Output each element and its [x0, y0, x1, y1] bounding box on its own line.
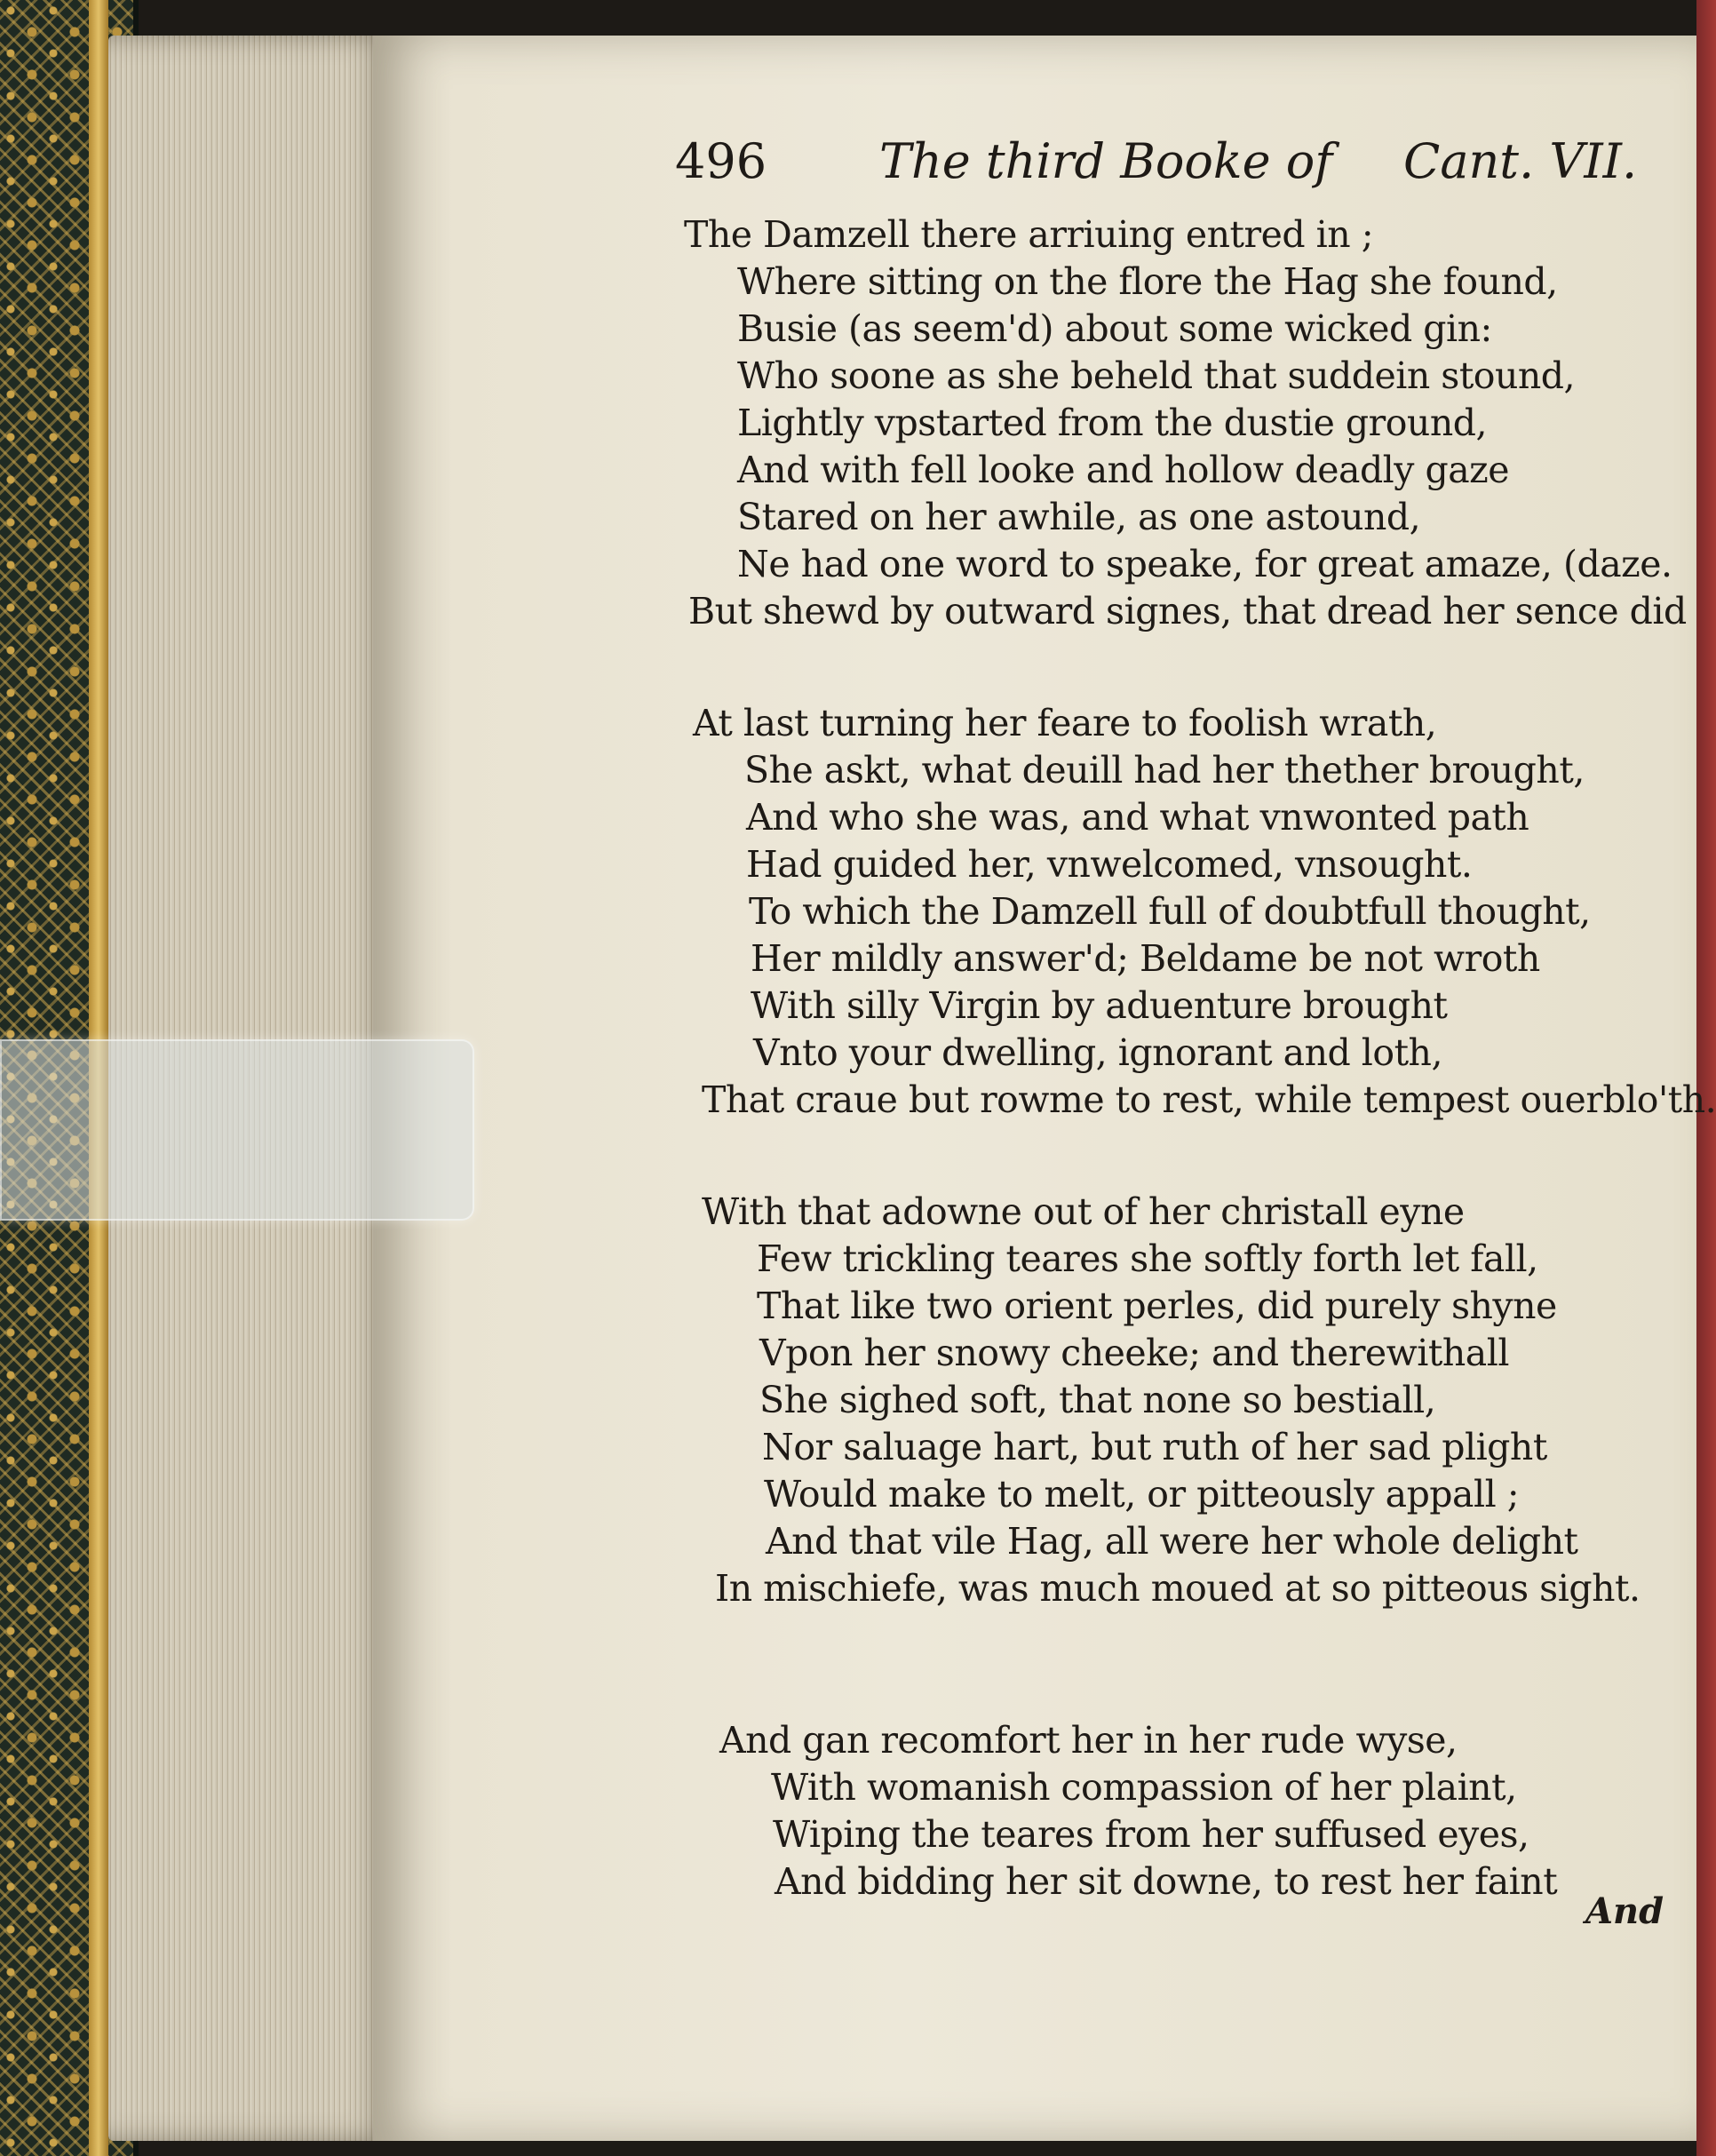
verse-line: Who soone as she beheld that suddein stound,	[737, 354, 1576, 397]
verse-line: But shewd by outward signes, that dread her sence did	[688, 590, 1687, 632]
page-holder-strip	[0, 1039, 474, 1221]
verse-line: With that adowne out of her christall eyne	[702, 1190, 1465, 1233]
verse-line: Wiping the teares from her suffused eyes,	[773, 1813, 1529, 1856]
verse-line: She askt, what deuill had her thether brought,	[744, 749, 1585, 792]
verse-line: That like two orient perles, did purely shyne	[757, 1285, 1557, 1327]
verse-line: Nor saluage hart, but ruth of her sad plight	[762, 1426, 1547, 1468]
verse-line: That craue but rowme to rest, while tempest ouerblo'th.	[702, 1078, 1716, 1121]
verse-line: To which the Damzell full of doubtfull thought,	[749, 890, 1591, 933]
canto-number: Cant. VII.	[1403, 133, 1638, 189]
verse-line: Vnto your dwelling, ignorant and loth,	[753, 1031, 1442, 1074]
verse-line: The Damzell there arriuing entred in ;	[684, 213, 1374, 256]
verse-line: Vpon her snowy cheeke; and therewithall	[759, 1332, 1509, 1374]
verse-line: Where sitting on the flore the Hag she found,	[737, 260, 1558, 303]
verse-line: Would make to melt, or pitteously appall ;	[764, 1473, 1520, 1516]
verse-line: And that vile Hag, all were her whole delight	[766, 1520, 1578, 1563]
verse-line: And with fell looke and hollow deadly gaze	[737, 449, 1510, 491]
running-title: The third Booke of	[879, 133, 1333, 189]
verse-line: Her mildly answer'd; Beldame be not wroth	[751, 937, 1540, 980]
catchword: And	[1585, 1890, 1664, 1932]
verse-line: At last turning her feare to foolish wrath,	[693, 702, 1437, 744]
verse-line: Few trickling teares she softly forth let fall,	[757, 1237, 1538, 1280]
verse-line: And bidding her sit downe, to rest her faint	[775, 1860, 1558, 1903]
verse-line: Busie (as seem'd) about some wicked gin:	[737, 307, 1492, 350]
verse-line: And who she was, and what vnwonted path	[746, 796, 1529, 839]
verse-line: And gan recomfort her in her rude wyse,	[719, 1719, 1458, 1762]
verse-line: With womanish compassion of her plaint,	[771, 1766, 1517, 1809]
verse-line: Stared on her awhile, as one astound,	[737, 496, 1421, 538]
verse-line: Had guided her, vnwelcomed, vnsought.	[746, 843, 1473, 886]
verse-line: In mischiefe, was much moued at so pitteous sight.	[715, 1567, 1641, 1610]
verse-line: With silly Virgin by aduenture brought	[751, 984, 1448, 1027]
page-number: 496	[675, 133, 767, 189]
verse-line: Lightly vpstarted from the dustie ground,	[737, 402, 1488, 444]
verse-line: She sighed soft, that none so bestiall,	[759, 1379, 1436, 1421]
verse-line: Ne had one word to speake, for great amaze, (daze.	[737, 543, 1672, 585]
